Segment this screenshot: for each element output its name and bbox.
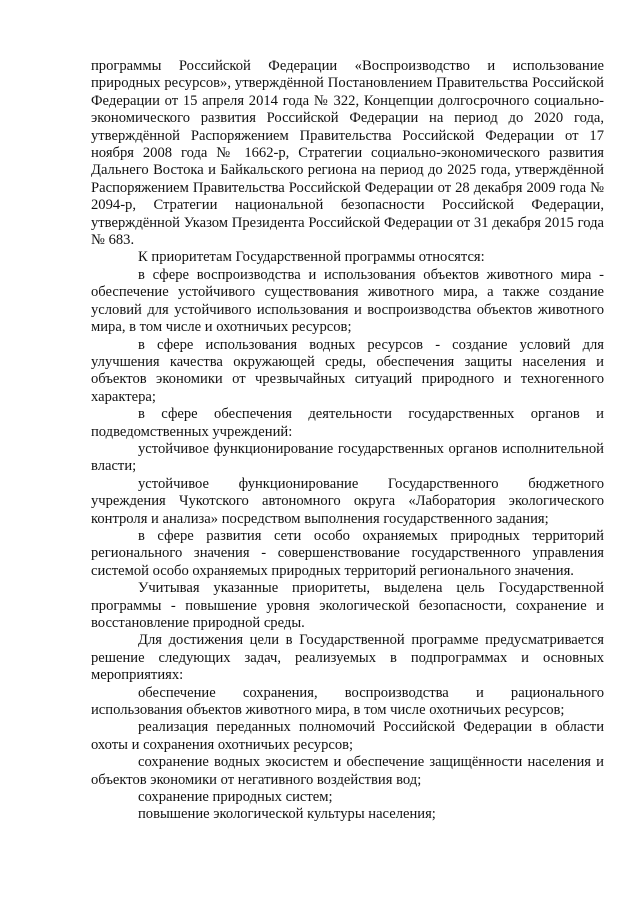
paragraph-15: повышение экологической культуры населения;: [138, 806, 436, 823]
paragraph-13: сохранение водных экосистем и обеспечение защищённости населения и объектов экономики от негативного воздействия вод;: [91, 754, 604, 788]
paragraph-8: в сфере развития сети особо охраняемых природных территорий регионального значения - совершенствование государственного управления системой особо охраняемых природных территорий регионального значения.: [91, 527, 604, 579]
paragraph-14: сохранение природных систем;: [138, 789, 333, 806]
paragraph-7: устойчивое функционирование Государственного бюджетного учреждения Чукотского автономного округа «Лаборатория экологического контроля и анализа» посредством выполнения государственного задания;: [91, 475, 604, 527]
paragraph-10: Для достижения цели в Государственной программе предусматривается решение следующих задач, реализуемых в подпрограммах и основных мероприятиях:: [91, 632, 604, 684]
paragraph-5: в сфере обеспечения деятельности государственных органов и подведомственных учреждений:: [91, 406, 604, 440]
paragraph-6: устойчивое функционирование государственных органов исполнительной власти;: [91, 440, 604, 475]
paragraph-12: реализация переданных полномочий Российской Федерации в области охоты и сохранения охотничьих ресурсов;: [91, 719, 604, 753]
paragraph-1: программы Российской Федерации «Воспроизводство и использование природных ресурсов», утверждённой Постановлением Правительства Российской Федерации от 15 апреля 2014 года № 322, Концепции долгосрочного социально-экономического развития Российской Федерации на период до 2020 года, утверждённой Распоряжением Правительства Российской Федерации от 17 ноября 2008 года № 1662-р, Стратегии социально-экономического развития Дальнего Востока и Байкальского региона на период до 2025 года, утверждённой Распоряжением Правительства Российской Федерации от 28 декабря 2009 года № 2094-р, Стратегии национальной безопасности Российской Федерации, утверждённой Указом Президента Российской Федерации от 31 декабря 2015 года № 683.: [91, 58, 604, 249]
paragraph-4: в сфере использования водных ресурсов - создание условий для улучшения качества окружающей среды, обеспечения защиты населения и объектов экономики от чрезвычайных ситуаций природного и техногенного характера;: [91, 336, 604, 405]
paragraph-11: обеспечение сохранения, воспроизводства и рационального использования объектов животного мира, в том числе охотничьих ресурсов;: [91, 684, 604, 719]
paragraph-3: в сфере воспроизводства и использования объектов животного мира - обеспечение устойчивого существования животного мира, а также создание условий для устойчивого использования и воспроизводства объектов животного мира, в том числе и охотничьих ресурсов;: [91, 266, 604, 336]
paragraph-9: Учитывая указанные приоритеты, выделена цель Государственной программы - повышение уровня экологической безопасности, сохранение и восстановление природной среды.: [91, 580, 604, 631]
paragraph-2: К приоритетам Государственной программы относятся:: [138, 249, 485, 266]
document-body: [91, 58, 604, 824]
